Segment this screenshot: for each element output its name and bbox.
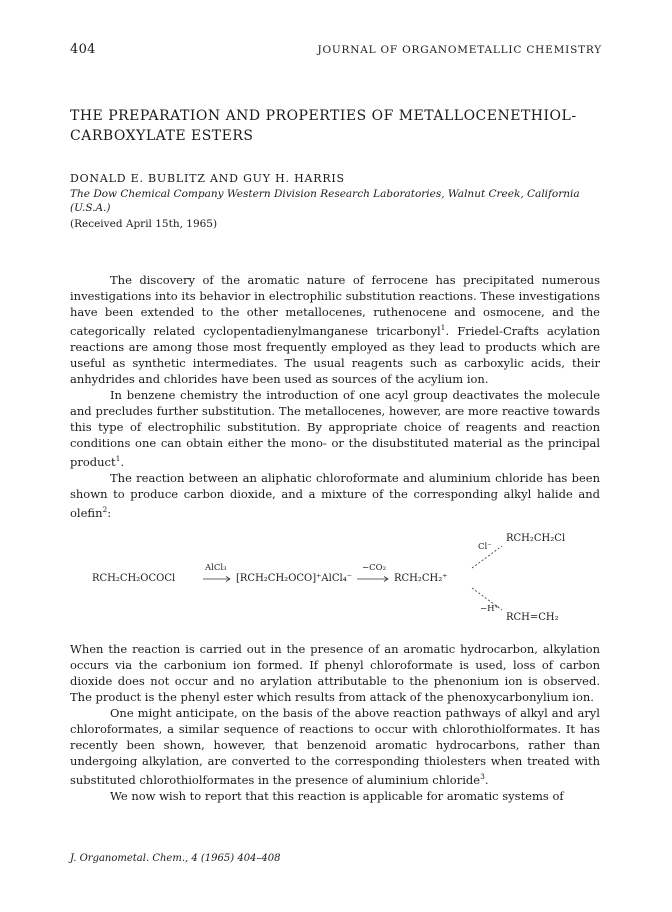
arrow-decarboxylation-label: −CO₂	[362, 563, 387, 573]
footer-citation: J. Organometal. Chem., 4 (1965) 404–408	[70, 853, 281, 864]
arrow-reagent-label: AlCl₃	[205, 563, 227, 573]
paragraph-1: The discovery of the aromatic nature of ferrocene has precipitated numerous investigations into its behavior in electrophilic substitution reactions. These investigations have been extended to the other metallocenes, ruthenocene and osmocene, and the categorically related cyclopentadienylmanganese tricarbonyl$^1$. Friedel-Crafts acylation reactions are among those most frequently employed as they lead to products which are useful as synthetic intermediates. The usual reagents such as carboxylic acids, their anhydrides and chlorides have been used as sources of the acylium ion.	[70, 273, 600, 386]
body-text-upper	[70, 272, 600, 520]
reference-mark: 1	[115, 453, 121, 463]
running-header: JOURNAL OF ORGANOMETALLIC CHEMISTRY	[317, 44, 602, 56]
olefin-formula: RCH=CH₂	[506, 612, 559, 623]
alkyl-halide-formula: RCH₂CH₂Cl	[506, 533, 566, 544]
received-date: (Received April 15th, 1965)	[70, 218, 218, 230]
chloride-label: Cl⁻	[478, 542, 492, 552]
author-affiliation: The Dow Chemical Company Western Division Research Laboratories, Walnut Creek, California (U.S.A.)	[70, 188, 580, 214]
reactant-formula: RCH₂CH₂OCOCl	[92, 573, 176, 584]
article-authors: DONALD E. BUBLITZ AND GUY H. HARRIS	[70, 172, 345, 185]
reference-mark: 3	[480, 772, 485, 781]
paragraph-2: In benzene chemistry the introduction of one acyl group deactivates the molecule and precludes further substitution. The metallocenes, however, are more reactive towards this type of electrophilic substitution. By appropriate choice of reagents and reaction conditions one can obtain either the mono- or the disubstituted material as the principal product$^1$.	[70, 387, 600, 469]
paragraph-4: When the reaction is carried out in the presence of an aromatic hydrocarbon, alkylation occurs via the carbonium ion formed. If phenyl chloroformate is used, loss of carbon dioxide does not occur and no arylation attributable to the phenonium ion is observed. The product is the phenyl ester which results from attack of the phenoxycarbonylium ion.	[70, 642, 600, 704]
reaction-scheme	[70, 528, 600, 638]
paragraph-3: The reaction between an aliphatic chloroformate and aluminium chloride has been shown to produce carbon dioxide, and a mixture of the corresponding alkyl halide and olefin$^2$:	[70, 470, 600, 520]
paragraph-6: We now wish to report that this reaction is applicable for aromatic systems of	[110, 788, 564, 803]
reference-mark: 2	[102, 504, 108, 514]
body-text-lower	[70, 641, 600, 804]
page-number: 404	[70, 42, 96, 57]
intermediate-formula: [RCH₂CH₂OCO]⁺AlCl₄⁻	[236, 573, 352, 584]
cation-formula: RCH₂CH₂⁺	[394, 573, 448, 584]
article-title: THE PREPARATION AND PROPERTIES OF METALLOCENETHIOL-CARBOXYLATE ESTERS	[70, 108, 577, 144]
proton-loss-label: −H⁺	[480, 604, 500, 614]
reference-mark: 1	[440, 323, 446, 332]
paragraph-5: One might anticipate, on the basis of the above reaction pathways of alkyl and aryl chloroformates, a similar sequence of reactions to occur with chlorothiolformates. It has recently been shown, however, that benzenoid aromatic hydrocarbons, rather than undergoing alkylation, are converted to the corresponding thiolesters when treated with substituted chlorothiolformates in the presence of aluminium chloride$^3$.	[70, 706, 600, 787]
